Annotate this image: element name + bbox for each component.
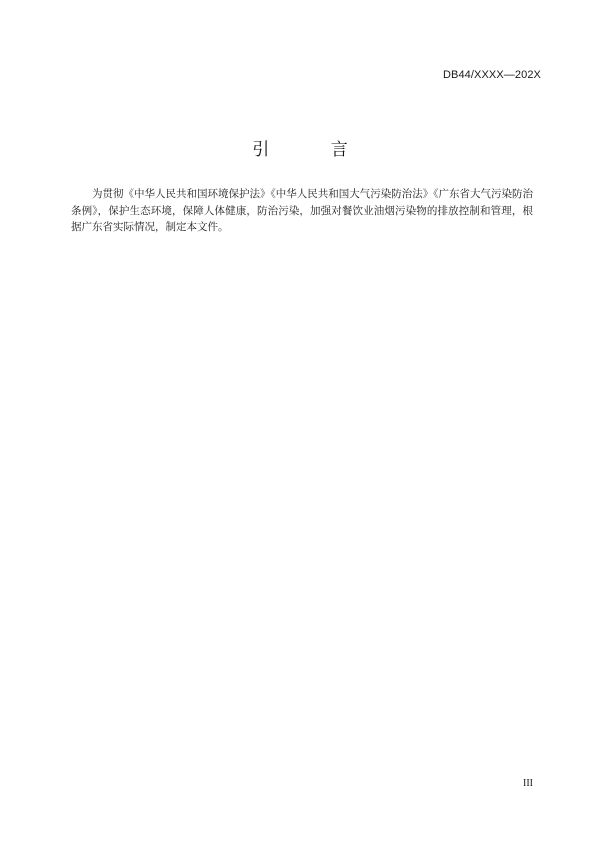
introduction-paragraph: 为贯彻《中华人民共和国环境保护法》《中华人民共和国大气污染防治法》《广东省大气污染防治条例》，保护生态环境，保障人体健康，防治污染，加强对餐饮业油烟污染物的排放控制和管理，根据广东省实际情况，制定本文件。 [71, 188, 533, 233]
page-number: III [523, 778, 533, 789]
section-title: 引 言 [252, 140, 376, 160]
document-code: DB44/XXXX—202X [442, 69, 541, 81]
